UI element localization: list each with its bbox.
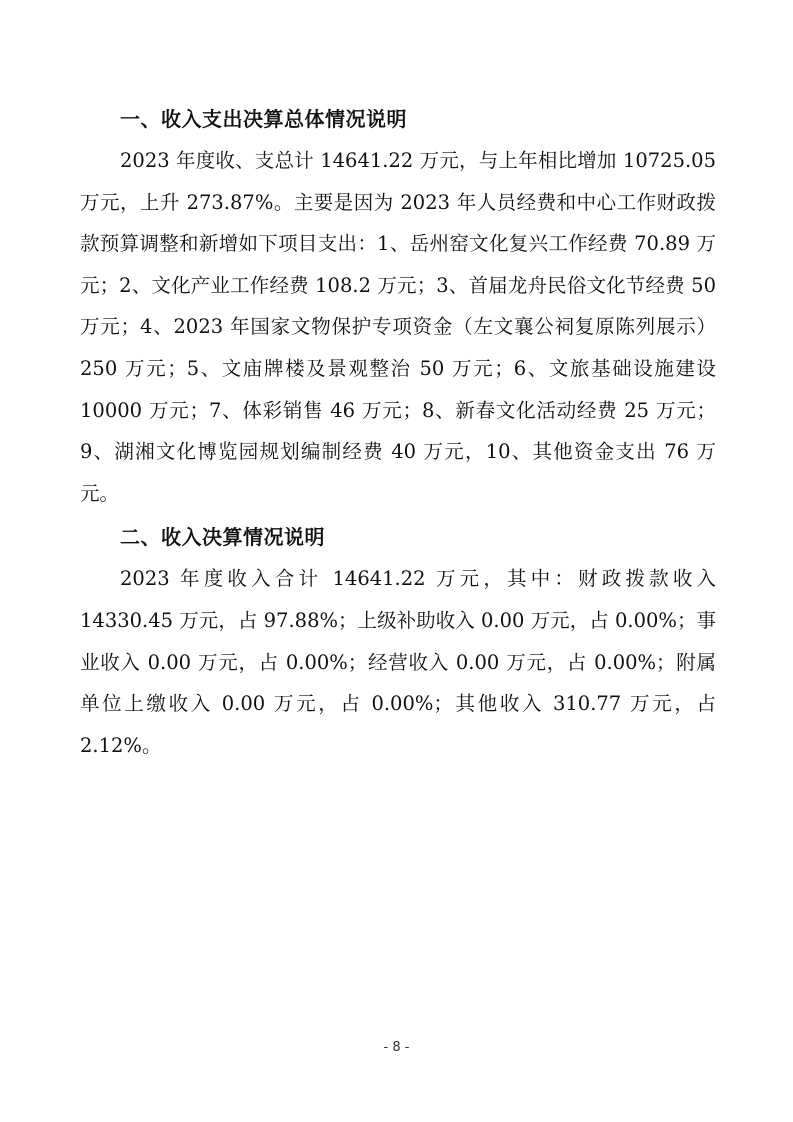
section-heading: 一、收入支出决算总体情况说明 [120, 107, 407, 131]
section-heading: 二、收入决算情况说明 [120, 525, 325, 550]
section-budget-overview [80, 98, 716, 514]
section-income-details [80, 516, 716, 766]
section-paragraph: 2023 年度收入合计 14641.22 万元，其中：财政拨款收入 14330.45 万元，占 97.88%；上级补助收入 0.00 万元，占 0.00%；事业收入 0.00 万元，占 0.00%；经营收入 0.00 万元，占 0.00%；附属单位上缴收入 0.00 万元，占 0.00%；其他收入 310.77 万元，占 2.12%。 [80, 567, 716, 757]
document-page [80, 98, 716, 766]
section-paragraph: 2023 年度收、支总计 14641.22 万元，与上年相比增加 10725.05 万元，上升 273.87%。主要是因为 2023 年人员经费和中心工作财政拨款预算调整和新增如下项目支出：1、岳州窑文化复兴工作经费 70.89 万元；2、文化产业工作经费 108.2 万元；3、首届龙舟民俗文化节经费 50 万元；4、2023 年国家文物保护专项资金（左文襄公祠复原陈列展示）250 万元；5、文庙牌楼及景观整治 50 万元；6、文旅基础设施建设 10000 万元；7、体彩销售 46 万元；8、新春文化活动经费 25 万元；9、湖湘文化博览园规划编制经费 40 万元，10、其他资金支出 76 万元。 [80, 149, 716, 505]
page-number: - 8 - [383, 1040, 410, 1055]
